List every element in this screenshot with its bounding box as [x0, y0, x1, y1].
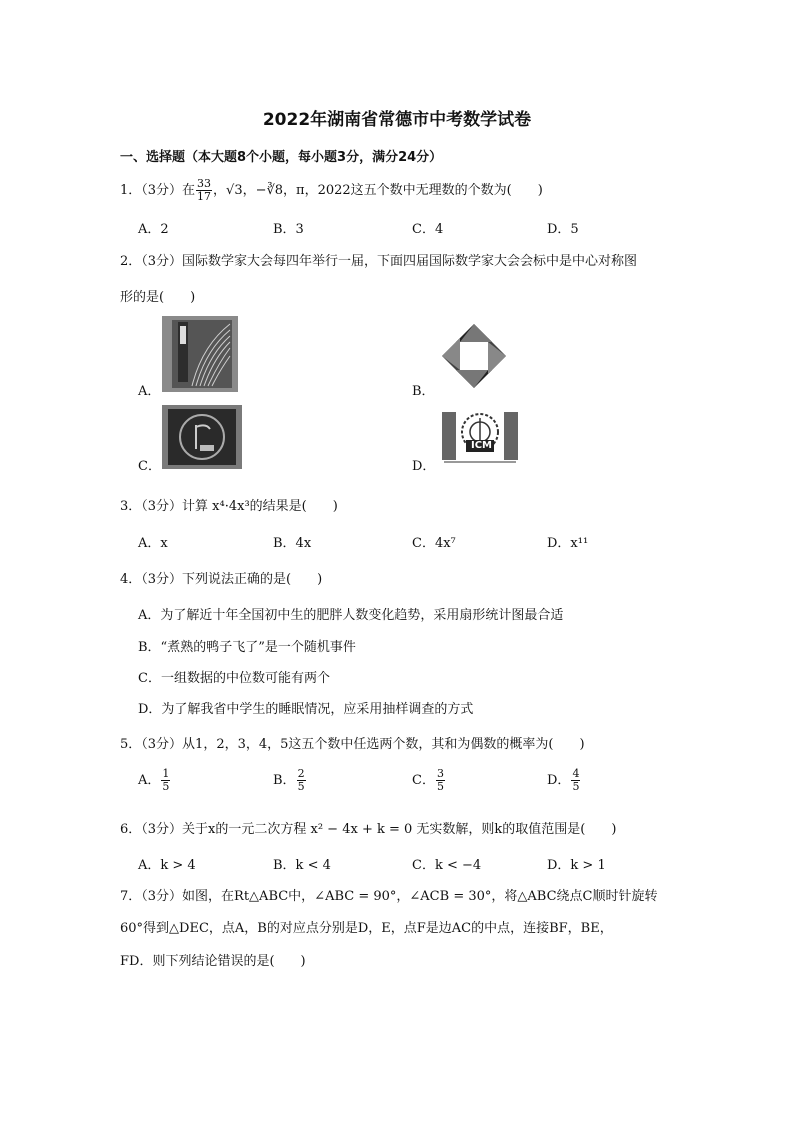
q6-option-c: C．k < −4 — [412, 858, 482, 873]
q1-option-d: D．5 — [547, 222, 579, 237]
q6-option-b: B．k < 4 — [273, 858, 331, 873]
icm-logo-c-image — [162, 405, 242, 469]
q3-option-d: D．x¹¹ — [547, 536, 589, 551]
question-7-line-2: 60°得到△DEC，点A，B的对应点分别是D，E，点F是边AC的中点，连接BF，BE， — [120, 921, 613, 936]
q3-option-c: C．4x⁷ — [412, 536, 456, 551]
q2-option-d: D． — [412, 459, 436, 474]
q6-option-d: D．k > 1 — [547, 858, 606, 873]
q1-option-c: C．4 — [412, 222, 444, 237]
question-5: 5．（3分）从1，2，3，4，5这五个数中任选两个数，其和为偶数的概率为( ) — [120, 737, 585, 752]
question-7-line-1: 7．（3分）如图，在Rt△ABC中，∠ABC = 90°，∠ACB = 30°，将△ABC绕点C顺时针旋转 — [120, 889, 658, 904]
q1-prefix: 1．（3分）在 — [120, 183, 196, 198]
q5-option-b-fraction — [297, 768, 306, 793]
q4-option-d: D．为了解我省中学生的睡眠情况，应采用抽样调查的方式 — [138, 702, 474, 717]
q1-rest: ，√3，−∛8，π，2022这五个数中无理数的个数为( ) — [213, 183, 543, 198]
q1-fraction — [196, 178, 212, 203]
q1-fraction-numerator: 33 — [197, 177, 212, 190]
q5-option-c — [412, 768, 446, 793]
q5-option-b-label: B． — [273, 773, 296, 788]
q5-option-d-numerator: 4 — [572, 767, 580, 780]
q5-option-a-denominator: 5 — [162, 780, 170, 793]
q5-option-a-fraction — [161, 768, 170, 793]
q4-option-b: B．“煮熟的鸭子飞了”是一个随机事件 — [138, 640, 356, 655]
q5-option-d — [547, 768, 581, 793]
section-heading: 一、选择题（本大题8个小题，每小题3分，满分24分） — [120, 150, 443, 165]
q5-option-d-denominator: 5 — [572, 780, 580, 793]
q6-option-a: A．k > 4 — [138, 858, 196, 873]
question-7-line-3: FD．则下列结论错误的是( ) — [120, 954, 306, 969]
q2-option-b: B． — [412, 384, 435, 399]
q2-option-a: A． — [138, 384, 161, 399]
icm-logo-text: ICM — [471, 440, 493, 451]
q1-option-b: B．3 — [273, 222, 304, 237]
question-4: 4．（3分）下列说法正确的是( ) — [120, 572, 323, 587]
question-6: 6．（3分）关于x的一元二次方程 x² − 4x + k = 0 无实数解，则k的取值范围是( ) — [120, 822, 617, 837]
q3-option-a: A．x — [138, 536, 168, 551]
q5-option-d-fraction — [571, 768, 580, 793]
q5-option-b — [273, 768, 307, 793]
question-3: 3．（3分）计算 x⁴·4x³的结果是( ) — [120, 499, 338, 514]
q4-option-c: C．一组数据的中位数可能有两个 — [138, 671, 330, 686]
q5-option-a-numerator: 1 — [162, 767, 170, 780]
q5-option-b-numerator: 2 — [297, 767, 305, 780]
pinwheel-logo-b-image — [440, 322, 508, 390]
q2-option-c: C． — [138, 459, 161, 474]
q5-option-c-denominator: 5 — [436, 780, 444, 793]
question-2-line-1: 2．（3分）国际数学家大会每四年举行一届，下面四届国际数学家大会会标中是中心对称图 — [120, 254, 638, 269]
question-2-line-2: 形的是( ) — [120, 290, 196, 305]
q1-fraction-denominator: 17 — [197, 190, 212, 203]
q5-option-c-label: C． — [412, 773, 435, 788]
icm-logo-d-image — [440, 410, 520, 468]
page-title: 2022年湖南省常德市中考数学试卷 — [262, 110, 532, 130]
q5-option-a — [138, 768, 171, 793]
icm-logo-a-image — [162, 316, 238, 392]
q5-option-a-label: A． — [138, 773, 161, 788]
q5-option-c-fraction — [436, 768, 445, 793]
q1-option-a: A．2 — [138, 222, 169, 237]
q3-option-b: B．4x — [273, 536, 312, 551]
question-1 — [120, 178, 543, 203]
q5-option-b-denominator: 5 — [297, 780, 305, 793]
q5-option-d-label: D． — [547, 773, 571, 788]
q4-option-a: A．为了解近十年全国初中生的肥胖人数变化趋势，采用扇形统计图最合适 — [138, 608, 564, 623]
q5-option-c-numerator: 3 — [436, 767, 444, 780]
